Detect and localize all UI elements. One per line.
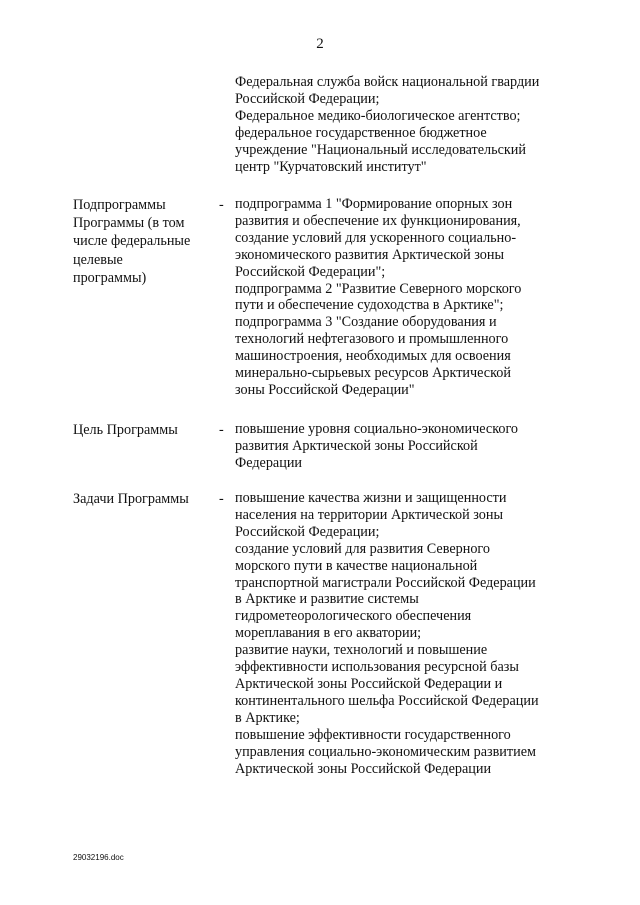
text-line: морского пути в качестве национальной (235, 557, 478, 574)
section-dash: - (219, 197, 224, 213)
section-label (73, 490, 213, 508)
label-line: Подпрограммы (73, 197, 166, 213)
document-filename: 29032196.doc (73, 853, 124, 862)
section-dash: - (219, 491, 224, 507)
text-line: подпрограмма 2 "Развитие Северного морского (235, 280, 522, 297)
text-line: Арктической зоны Российской Федерации и (235, 675, 503, 692)
text-line: подпрограмма 3 "Создание оборудования и (235, 314, 497, 331)
text-line: Арктической зоны Российской Федерации (235, 760, 492, 777)
text-line: развития Арктической зоны Российской (235, 437, 478, 454)
text-line: зоны Российской Федерации" (235, 381, 415, 398)
text-line: транспортной магистрали Российской Федерации (235, 574, 536, 591)
text-line: технологий нефтегазового и промышленного (235, 331, 509, 348)
label-line: Задачи Программы (73, 491, 189, 507)
text-line: Российской Федерации; (235, 90, 380, 107)
text-line: континентального шельфа Российской Федерации (235, 692, 539, 709)
text-line: управления социально-экономическим развитием (235, 743, 536, 760)
text-line: в Арктике и развитие системы (235, 591, 419, 608)
text-line: федеральное государственное бюджетное (235, 124, 487, 141)
text-line: населения на территории Арктической зоны (235, 506, 504, 523)
label-line: Цель Программы (73, 422, 178, 438)
text-line: подпрограмма 1 "Формирование опорных зон (235, 196, 513, 212)
text-line: Российской Федерации"; (235, 263, 386, 280)
text-line: развития и обеспечение их функционирования, (235, 212, 521, 229)
text-line: создание условий для ускоренного социально- (235, 229, 517, 246)
text-line: Федерации (235, 454, 303, 471)
section-dash: - (219, 422, 224, 438)
section-label (73, 421, 213, 439)
text-line: машиностроения, необходимых для освоения (235, 348, 511, 365)
label-line: Программы (в том (73, 215, 185, 232)
text-line: Российской Федерации; (235, 523, 380, 540)
label-line: числе федеральные (73, 233, 191, 250)
text-line: Федеральная служба войск национальной гвардии (235, 74, 540, 90)
text-line: пути и обеспечение судоходства в Арктике"; (235, 297, 504, 314)
text-line: повышение уровня социально-экономического (235, 421, 519, 437)
text-line: центр "Курчатовский институт" (235, 158, 427, 175)
text-line: мореплавания в его акватории; (235, 625, 422, 642)
text-line: Федеральное медико-биологическое агентство; (235, 107, 521, 124)
text-line: эффективности использования ресурсной базы (235, 659, 519, 676)
text-line: создание условий для развития Северного (235, 540, 490, 557)
text-line: учреждение "Национальный исследовательский (235, 141, 526, 158)
text-line: экономического развития Арктической зоны (235, 246, 505, 263)
text-line: минерально-сырьевых ресурсов Арктической (235, 365, 511, 382)
section-content (235, 196, 575, 399)
text-line: в Арктике; (235, 709, 300, 726)
page-number: 2 (316, 36, 324, 52)
text-line: гидрометеорологического обеспечения (235, 608, 472, 625)
intro-text (235, 74, 575, 175)
label-line: целевые (73, 251, 123, 268)
section-content (235, 490, 575, 777)
section-label (73, 196, 213, 287)
text-line: повышение эффективности государственного (235, 726, 511, 743)
text-line: развитие науки, технологий и повышение (235, 642, 488, 659)
text-line: повышение качества жизни и защищенности (235, 490, 507, 506)
label-line: программы) (73, 269, 147, 286)
section-content (235, 421, 575, 472)
